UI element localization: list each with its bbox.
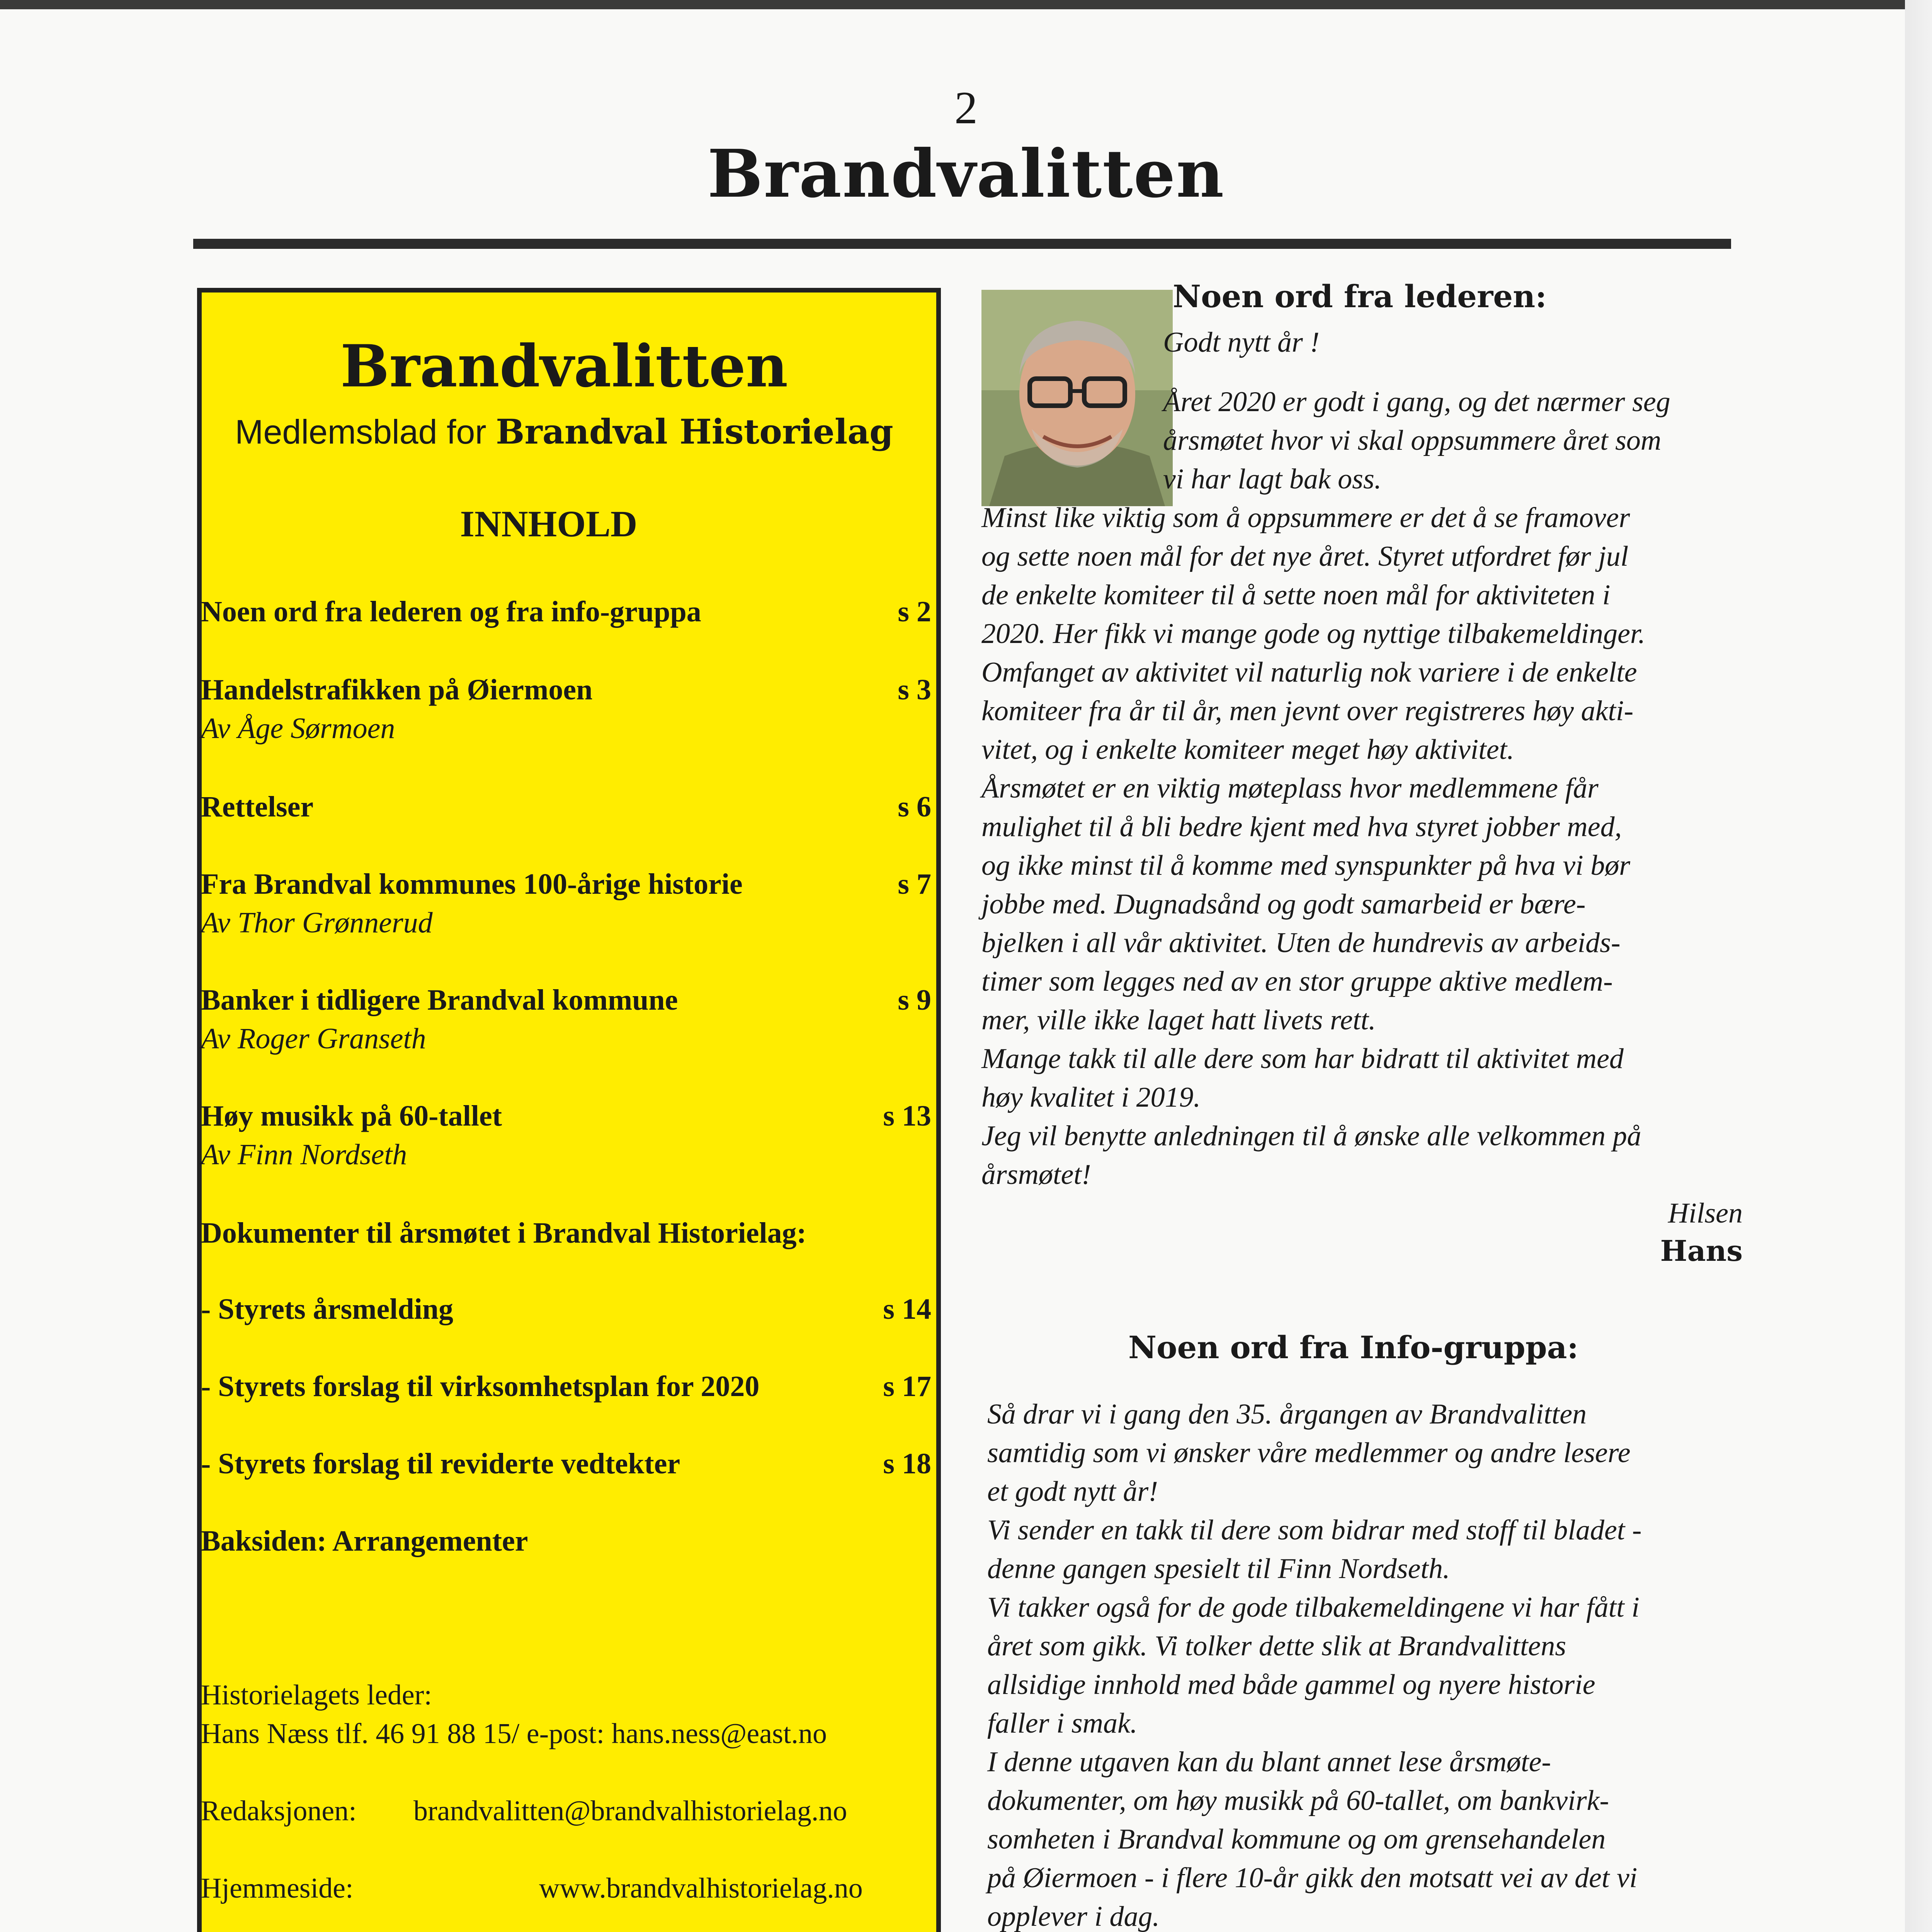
leader-note-line: høy kvalitet i 2019.	[981, 1082, 1201, 1113]
toc-entry-title[interactable]: Fra Brandval kommunes 100-årige historie	[201, 868, 743, 900]
leader-contact: Hans Næss tlf. 46 91 88 15/ e-post: hans.ness@east.no	[201, 1718, 827, 1750]
toc-entry-page: s 13	[883, 1100, 931, 1132]
toc-entry-page: s 3	[898, 673, 931, 706]
leader-note-line: og sette noen mål for det nye året. Styret utfordret før jul	[981, 541, 1629, 572]
toc-entry-title[interactable]: - Styrets årsmelding	[201, 1293, 453, 1325]
info-note-line: I denne utgaven kan du blant annet lese årsmøte-	[987, 1746, 1551, 1778]
toc-entry-page: s 14	[883, 1293, 931, 1325]
website-label: Hjemmeside:	[201, 1872, 354, 1904]
leader-note-heading: Noen ord fra lederen:	[1173, 278, 1547, 315]
toc-entry-author: Av Finn Nordseth	[201, 1138, 407, 1171]
page-number: 2	[954, 82, 978, 133]
toc-entry-page: s 18	[883, 1447, 931, 1480]
leader-note-line: Året 2020 er godt i gang, og det nærmer seg	[1163, 386, 1670, 418]
info-note-line: Vi sender en takk til dere som bidrar med stoff til bladet -	[987, 1514, 1642, 1546]
masthead-rule	[193, 239, 1731, 249]
subtitle-prefix: Medlemsblad for	[235, 413, 496, 451]
toc-entry-title[interactable]: Høy musikk på 60-tallet	[201, 1100, 502, 1132]
toc-entry-page: s 9	[898, 984, 931, 1016]
leader-note-line: og ikke minst til å komme med synspunkter på hva vi bør	[981, 850, 1631, 881]
toc-entry-page: s 7	[898, 868, 931, 900]
box-subtitle	[232, 412, 896, 452]
info-note-line: denne gangen spesielt til Finn Nordseth.	[987, 1553, 1450, 1585]
info-note-line: somheten i Brandval kommune og om grensehandelen	[987, 1823, 1606, 1855]
info-note-line: Så drar vi i gang den 35. årgangen av Brandvalitten	[987, 1398, 1587, 1430]
toc-entry-title[interactable]: - Styrets forslag til virksomhetsplan for 2020	[201, 1370, 760, 1403]
box-title: Brandvalitten	[340, 332, 788, 400]
toc-entry-title[interactable]: Banker i tidligere Brandval kommune	[201, 984, 678, 1016]
leader-note-line: komiteer fra år til år, men jevnt over registreres høy akti-	[981, 695, 1634, 727]
leader-label: Historielagets leder:	[201, 1679, 432, 1711]
toc-heading: INNHOLD	[460, 503, 638, 544]
toc-entry-title: Dokumenter til årsmøtet i Brandval Historielag:	[201, 1217, 806, 1249]
leader-note-line: timer som legges ned av en stor gruppe aktive medlem-	[981, 966, 1613, 997]
leader-note-line: jobbe med. Dugnadsånd og godt samarbeid er bære-	[981, 888, 1586, 920]
toc-entry-page: s 17	[883, 1370, 931, 1403]
toc-entry-page: s 6	[898, 791, 931, 823]
info-note-line: et godt nytt år!	[987, 1476, 1158, 1507]
leader-note-line: mulighet til å bli bedre kjent med hva styret jobber med,	[981, 811, 1622, 843]
editorial-label: Redaksjonen:	[201, 1795, 357, 1827]
scan-edge-right	[1905, 0, 1932, 1932]
toc-entry-title[interactable]: Handelstrafikken på Øiermoen	[201, 673, 593, 706]
info-note-line: dokumenter, om høy musikk på 60-tallet, om bankvirk-	[987, 1785, 1609, 1816]
info-note-line: på Øiermoen - i flere 10-år gikk den motsatt vei av det vi	[987, 1862, 1638, 1894]
info-note-line: faller i smak.	[987, 1708, 1138, 1739]
leader-note-line: vitet, og i enkelte komiteer meget høy aktivitet.	[981, 734, 1514, 765]
editorial-email[interactable]: brandvalitten@brandvalhistorielag.no	[413, 1795, 847, 1827]
scan-edge-top	[0, 0, 1932, 9]
leader-note-closing: Hilsen	[1668, 1197, 1743, 1229]
toc-entry-title[interactable]: Noen ord fra lederen og fra info-gruppa	[201, 595, 701, 628]
toc-entry-page: s 2	[898, 595, 931, 628]
info-note-line: opplever i dag.	[987, 1901, 1160, 1932]
toc-entry-author: Av Roger Granseth	[201, 1022, 426, 1055]
info-note-line: året som gikk. Vi tolker dette slik at Brandvalittens	[987, 1630, 1566, 1662]
toc-entry-title[interactable]: - Styrets forslag til reviderte vedtekter	[201, 1447, 680, 1480]
leader-note-line: årsmøtet!	[981, 1159, 1091, 1190]
info-note-heading: Noen ord fra Info-gruppa:	[1128, 1329, 1578, 1366]
leader-note-line: bjelken i all vår aktivitet. Uten de hundrevis av arbeids-	[981, 927, 1621, 959]
leader-note-line: 2020. Her fikk vi mange gode og nyttige tilbakemeldinger.	[981, 618, 1646, 650]
leader-note-line: Omfanget av aktivitet vil naturlig nok variere i de enkelte	[981, 656, 1637, 688]
leader-note-line: Godt nytt år !	[1163, 327, 1320, 358]
leader-note-line: Minst like viktig som å oppsummere er det å se framover	[981, 502, 1630, 534]
masthead-title: Brandvalitten	[707, 135, 1225, 213]
toc-entry-author: Av Thor Grønnerud	[201, 906, 433, 939]
leader-note-signature: Hans	[1660, 1235, 1743, 1268]
website-link[interactable]: www.brandvalhistorielag.no	[539, 1872, 863, 1904]
leader-note-line: Mange takk til alle dere som har bidratt til aktivitet med	[981, 1043, 1624, 1075]
info-note-line: Vi takker også for de gode tilbakemeldingene vi har fått i	[987, 1592, 1639, 1623]
toc-entry-title[interactable]: Baksiden: Arrangementer	[201, 1525, 528, 1557]
leader-note-line: mer, ville ikke laget hatt livets rett.	[981, 1004, 1376, 1036]
leader-note-line: vi har lagt bak oss.	[1163, 463, 1382, 495]
toc-entry-title[interactable]: Rettelser	[201, 791, 314, 823]
leader-note-line: Årsmøtet er en viktig møteplass hvor medlemmene får	[981, 772, 1599, 804]
leader-note-line: årsmøtet hvor vi skal oppsummere året som	[1163, 425, 1662, 456]
info-note-line: allsidige innhold med både gammel og nyere historie	[987, 1669, 1595, 1701]
info-note-line: samtidig som vi ønsker våre medlemmer og andre lesere	[987, 1437, 1631, 1469]
leader-note-line: de enkelte komiteer til å sette noen mål for aktiviteten i	[981, 579, 1611, 611]
toc-entry-author: Av Åge Sørmoen	[201, 712, 395, 745]
subtitle-org: Brandval Historielag	[496, 412, 893, 452]
leader-photo	[981, 290, 1173, 506]
leader-note-line: Jeg vil benytte anledningen til å ønske alle velkommen på	[981, 1120, 1641, 1152]
